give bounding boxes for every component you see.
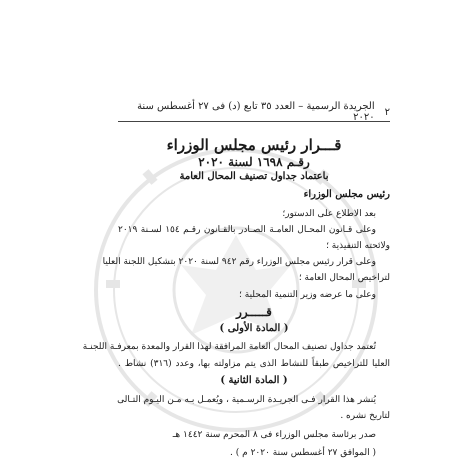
decree-subject: باعتماد جداول تصنيف المحال العامة (179, 171, 329, 182)
preamble-line: وعلى قـانون المحـال العامـة الصـادر بالقـانون رقـم ١٥٤ لسـنة ٢٠١٩ (118, 225, 376, 235)
preamble-line: ولائحته التنفيذية ؛ (326, 241, 390, 251)
article-2-heading: ( المادة الثانية ) (220, 375, 288, 386)
article-1-heading: ( المادة الأولى ) (219, 323, 289, 334)
article-2-line: يُنشر هذا القرار فـى الجريـدة الرسـمية ، ويُعمـل بـه مـن اليـوم التـالى (117, 395, 376, 405)
header-divider (118, 121, 390, 122)
running-header (118, 101, 390, 123)
page-number: ٢ (384, 106, 390, 118)
article-1-line: تُعتمد جداول تصنيف المحال العامة المرافقة لهذا القرار والمعدة بمعرفـة اللجنـة (82, 342, 376, 352)
preamble-line: بعد الاطلاع على الدستور؛ (282, 209, 376, 219)
decree-number: رقـم ١٦٩٨ لسنة ٢٠٢٠ (198, 155, 310, 169)
gazette-issue-line: الجريدة الرسمية – العدد ٣٥ تابع (د) فى ٢٧ أغسطس سنة ٢٠٢٠ (137, 101, 375, 123)
article-2-line: لتاريخ نشره . (340, 411, 390, 421)
preamble-line: وعلى ما عرضه وزير التنمية المحلية ؛ (239, 290, 376, 300)
preamble-line: لتراخيص المحال العامة ؛ (298, 273, 390, 283)
issuer-line: رئيس مجلس الوزراء (303, 189, 390, 200)
preamble-line: وعلى قرار رئيس مجلس الوزراء رقم ٩٤٢ لسنة ٢٠٢٠ بتشكيل اللجنة العليا (102, 257, 376, 267)
decree-heading: قـــــرر (236, 305, 272, 319)
closing-line: صدر برئاسة مجلس الوزراء فى ٨ المحرم سنة ١٤٤٢ هـ (172, 430, 376, 440)
decree-title: قـــرار رئيس مجلس الوزراء (166, 136, 342, 154)
closing-line: ( الموافق ٢٧ أغسطس سنة ٢٠٢٠ م ) . (230, 448, 376, 458)
article-1-line: العليا للتراخيص طبقاً للنشاط الذى يتم مزاولته بها، وعدد (٣١٦) نشاط . (118, 359, 390, 369)
